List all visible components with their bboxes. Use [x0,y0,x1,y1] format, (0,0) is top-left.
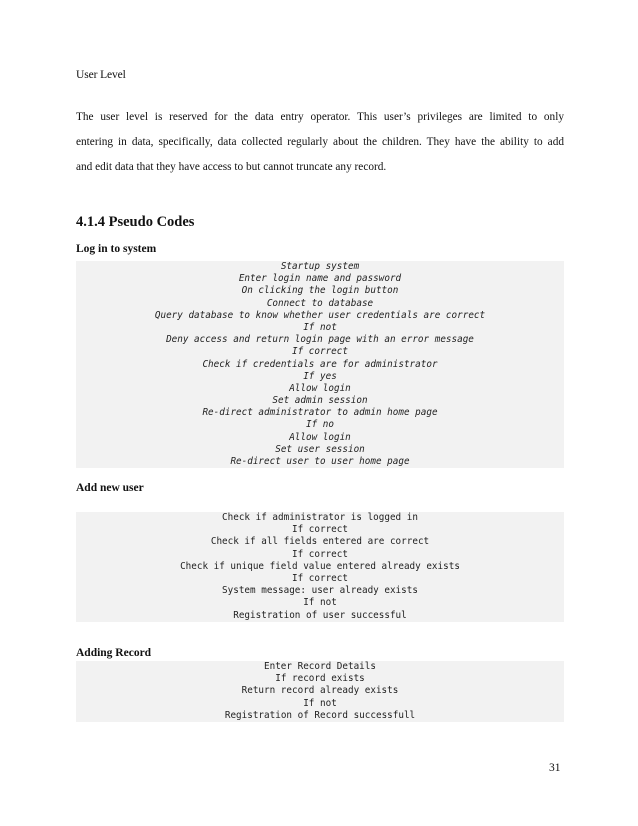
code-line: Enter login name and password [238,273,402,285]
paragraph-line: entering in data, specifically, data collected regularly about the children. They have the ability to add [76,136,564,148]
code-line: If correct [292,524,348,536]
code-line: Check if all fields entered are correct [210,536,430,548]
code-line: If yes [303,370,337,382]
code-line: Re-direct user to user home page [230,456,410,467]
code-line: Registration of user successful [233,609,407,621]
paragraph-line: The user level is reserved for the data entry operator. This user’s privileges are limited to only [76,111,564,123]
code-line: If correct [292,346,348,358]
add-user-section-title: Add new user [76,482,144,494]
user-level-heading: User Level [76,69,126,81]
code-line: Startup system [280,261,360,272]
code-line: Return record already exists [241,685,399,697]
code-line: Check if administrator is logged in [222,512,418,523]
code-line: On clicking the login button [241,285,399,297]
code-line: If not [303,697,337,709]
paragraph-line: and edit data that they have access to but cannot truncate any record. [76,161,387,173]
page-number: 31 [549,762,561,774]
add-record-section-title: Adding Record [76,647,152,659]
code-line: Re-direct administrator to admin home page [202,407,438,419]
code-line: Enter Record Details [264,661,376,672]
pseudo-codes-heading: 4.1.4 Pseudo Codes [76,214,195,230]
code-line: Registration of Record successfull [224,709,416,721]
code-line: Connect to database [266,297,374,309]
code-line: Deny access and return login page with an error message [166,334,474,346]
code-line: If no [306,419,334,431]
code-line: Set user session [275,443,365,455]
code-line: Set admin session [272,395,368,407]
code-line: Check if unique field value entered already exists [180,560,460,572]
user-level-paragraph [76,105,564,180]
code-line: If not [303,321,337,333]
code-line: Allow login [289,431,351,443]
code-line: If correct [292,572,348,584]
code-line: Query database to know whether user credentials are correct [154,309,486,321]
code-line: Allow login [289,382,351,394]
code-line: If not [303,597,337,609]
code-line: System message: user already exists [222,585,418,597]
add-record-code-block [76,661,564,722]
code-line: If correct [292,548,348,560]
code-line: Check if credentials are for administrator [202,358,438,370]
add-user-code-block [76,512,564,622]
login-code-block [76,261,564,468]
code-line: If record exists [275,673,365,685]
login-section-title: Log in to system [76,243,157,255]
